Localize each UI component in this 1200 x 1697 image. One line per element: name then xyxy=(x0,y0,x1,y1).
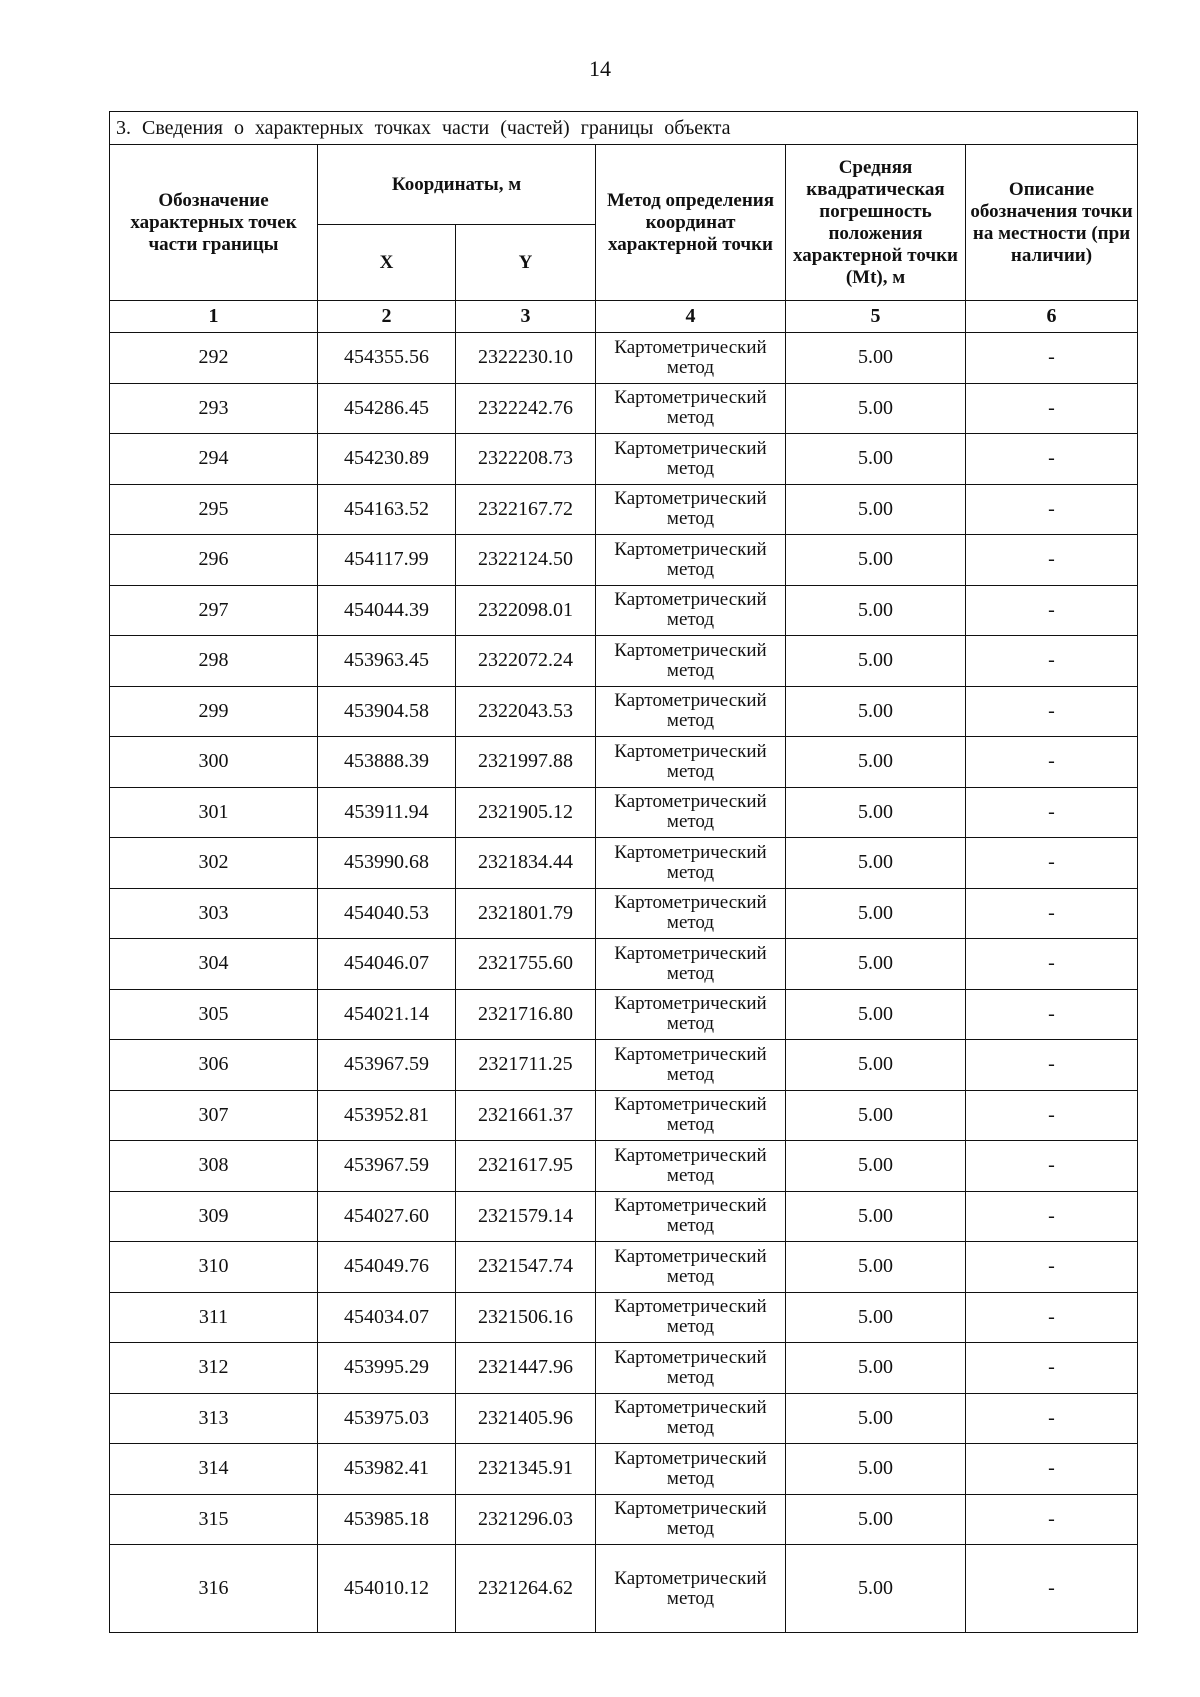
x-coordinate-cell: 454046.07 xyxy=(318,939,456,990)
table-row xyxy=(110,737,1138,788)
method-cell: Картометрический метод xyxy=(596,1141,786,1192)
accuracy-cell: 5.00 xyxy=(786,737,966,788)
method-cell: Картометрический метод xyxy=(596,838,786,889)
point-cell: 313 xyxy=(110,1393,318,1444)
method-cell: Картометрический метод xyxy=(596,383,786,434)
point-cell: 299 xyxy=(110,686,318,737)
point-cell: 312 xyxy=(110,1343,318,1394)
page-number: 14 xyxy=(589,56,611,81)
description-cell: - xyxy=(966,737,1138,788)
x-coordinate-cell: 454040.53 xyxy=(318,888,456,939)
x-coordinate-cell: 453952.81 xyxy=(318,1090,456,1141)
method-cell: Картометрический метод xyxy=(596,333,786,384)
y-coordinate-cell: 2322208.73 xyxy=(456,434,596,485)
y-coordinate-cell: 2321905.12 xyxy=(456,787,596,838)
accuracy-cell: 5.00 xyxy=(786,1444,966,1495)
boundary-points-table xyxy=(109,111,1138,1633)
description-cell: - xyxy=(966,535,1138,586)
table-row xyxy=(110,1393,1138,1444)
x-coordinate-cell: 454010.12 xyxy=(318,1545,456,1633)
y-coordinate-cell: 2321711.25 xyxy=(456,1040,596,1091)
description-cell: - xyxy=(966,1545,1138,1633)
method-cell: Картометрический метод xyxy=(596,636,786,687)
description-cell: - xyxy=(966,585,1138,636)
x-coordinate-cell: 454286.45 xyxy=(318,383,456,434)
header-method: Метод определения координат характерной точки xyxy=(596,145,786,301)
point-cell: 305 xyxy=(110,989,318,1040)
method-cell: Картометрический метод xyxy=(596,1292,786,1343)
table-row xyxy=(110,434,1138,485)
x-coordinate-cell: 453967.59 xyxy=(318,1141,456,1192)
table-row xyxy=(110,636,1138,687)
x-coordinate-cell: 453985.18 xyxy=(318,1494,456,1545)
y-coordinate-cell: 2321296.03 xyxy=(456,1494,596,1545)
description-cell: - xyxy=(966,1090,1138,1141)
point-cell: 298 xyxy=(110,636,318,687)
method-cell: Картометрический метод xyxy=(596,1040,786,1091)
y-coordinate-cell: 2322124.50 xyxy=(456,535,596,586)
x-coordinate-cell: 454049.76 xyxy=(318,1242,456,1293)
description-cell: - xyxy=(966,1444,1138,1495)
accuracy-cell: 5.00 xyxy=(786,838,966,889)
point-cell: 304 xyxy=(110,939,318,990)
method-cell: Картометрический метод xyxy=(596,484,786,535)
table-row xyxy=(110,888,1138,939)
method-cell: Картометрический метод xyxy=(596,1494,786,1545)
y-coordinate-cell: 2321447.96 xyxy=(456,1343,596,1394)
accuracy-cell: 5.00 xyxy=(786,535,966,586)
table-row xyxy=(110,1191,1138,1242)
method-cell: Картометрический метод xyxy=(596,535,786,586)
point-cell: 294 xyxy=(110,434,318,485)
description-cell: - xyxy=(966,333,1138,384)
description-cell: - xyxy=(966,939,1138,990)
table-row xyxy=(110,1242,1138,1293)
description-cell: - xyxy=(966,434,1138,485)
x-coordinate-cell: 454117.99 xyxy=(318,535,456,586)
column-number: 5 xyxy=(786,301,966,333)
description-cell: - xyxy=(966,636,1138,687)
point-cell: 315 xyxy=(110,1494,318,1545)
x-coordinate-cell: 453963.45 xyxy=(318,636,456,687)
description-cell: - xyxy=(966,1292,1138,1343)
accuracy-cell: 5.00 xyxy=(786,1343,966,1394)
x-coordinate-cell: 454163.52 xyxy=(318,484,456,535)
x-coordinate-cell: 453995.29 xyxy=(318,1343,456,1394)
method-cell: Картометрический метод xyxy=(596,585,786,636)
point-cell: 306 xyxy=(110,1040,318,1091)
table-row xyxy=(110,1494,1138,1545)
point-cell: 314 xyxy=(110,1444,318,1495)
x-coordinate-cell: 453911.94 xyxy=(318,787,456,838)
description-cell: - xyxy=(966,838,1138,889)
accuracy-cell: 5.00 xyxy=(786,1494,966,1545)
header-description: Описание обозначения точки на местности (при наличии) xyxy=(966,145,1138,301)
table-row xyxy=(110,484,1138,535)
y-coordinate-cell: 2321801.79 xyxy=(456,888,596,939)
description-cell: - xyxy=(966,989,1138,1040)
table-row xyxy=(110,535,1138,586)
method-cell: Картометрический метод xyxy=(596,1444,786,1495)
column-number: 4 xyxy=(596,301,786,333)
y-coordinate-cell: 2322167.72 xyxy=(456,484,596,535)
accuracy-cell: 5.00 xyxy=(786,1040,966,1091)
table-row xyxy=(110,1545,1138,1633)
description-cell: - xyxy=(966,1494,1138,1545)
header-x: X xyxy=(318,225,456,301)
section-title: 3. Сведения о характерных точках части (частей) границы объекта xyxy=(110,112,1138,145)
method-cell: Картометрический метод xyxy=(596,1242,786,1293)
accuracy-cell: 5.00 xyxy=(786,888,966,939)
table-row xyxy=(110,585,1138,636)
accuracy-cell: 5.00 xyxy=(786,434,966,485)
point-cell: 302 xyxy=(110,838,318,889)
table-row xyxy=(110,1292,1138,1343)
column-number: 6 xyxy=(966,301,1138,333)
accuracy-cell: 5.00 xyxy=(786,333,966,384)
description-cell: - xyxy=(966,1040,1138,1091)
accuracy-cell: 5.00 xyxy=(786,585,966,636)
table-row xyxy=(110,383,1138,434)
method-cell: Картометрический метод xyxy=(596,1090,786,1141)
x-coordinate-cell: 453982.41 xyxy=(318,1444,456,1495)
method-cell: Картометрический метод xyxy=(596,1343,786,1394)
x-coordinate-cell: 453888.39 xyxy=(318,737,456,788)
header-designation: Обозначение характерных точек части границы xyxy=(110,145,318,301)
table-row xyxy=(110,1444,1138,1495)
accuracy-cell: 5.00 xyxy=(786,1090,966,1141)
method-cell: Картометрический метод xyxy=(596,1545,786,1633)
table-row xyxy=(110,333,1138,384)
y-coordinate-cell: 2322098.01 xyxy=(456,585,596,636)
description-cell: - xyxy=(966,1191,1138,1242)
table-row xyxy=(110,939,1138,990)
accuracy-cell: 5.00 xyxy=(786,484,966,535)
table-row xyxy=(110,1090,1138,1141)
x-coordinate-cell: 453904.58 xyxy=(318,686,456,737)
description-cell: - xyxy=(966,1393,1138,1444)
y-coordinate-cell: 2322072.24 xyxy=(456,636,596,687)
x-coordinate-cell: 453967.59 xyxy=(318,1040,456,1091)
column-number: 2 xyxy=(318,301,456,333)
description-cell: - xyxy=(966,1141,1138,1192)
x-coordinate-cell: 454027.60 xyxy=(318,1191,456,1242)
x-coordinate-cell: 453975.03 xyxy=(318,1393,456,1444)
x-coordinate-cell: 454021.14 xyxy=(318,989,456,1040)
table-row xyxy=(110,989,1138,1040)
y-coordinate-cell: 2321345.91 xyxy=(456,1444,596,1495)
point-cell: 300 xyxy=(110,737,318,788)
description-cell: - xyxy=(966,484,1138,535)
method-cell: Картометрический метод xyxy=(596,787,786,838)
y-coordinate-cell: 2321834.44 xyxy=(456,838,596,889)
column-number: 3 xyxy=(456,301,596,333)
accuracy-cell: 5.00 xyxy=(786,1393,966,1444)
y-coordinate-cell: 2322242.76 xyxy=(456,383,596,434)
point-cell: 292 xyxy=(110,333,318,384)
table-row xyxy=(110,1040,1138,1091)
point-cell: 311 xyxy=(110,1292,318,1343)
method-cell: Картометрический метод xyxy=(596,1393,786,1444)
table-row xyxy=(110,686,1138,737)
y-coordinate-cell: 2321405.96 xyxy=(456,1393,596,1444)
accuracy-cell: 5.00 xyxy=(786,1545,966,1633)
x-coordinate-cell: 454230.89 xyxy=(318,434,456,485)
y-coordinate-cell: 2321506.16 xyxy=(456,1292,596,1343)
y-coordinate-cell: 2321579.14 xyxy=(456,1191,596,1242)
point-cell: 309 xyxy=(110,1191,318,1242)
accuracy-cell: 5.00 xyxy=(786,1242,966,1293)
method-cell: Картометрический метод xyxy=(596,1191,786,1242)
point-cell: 296 xyxy=(110,535,318,586)
point-cell: 297 xyxy=(110,585,318,636)
accuracy-cell: 5.00 xyxy=(786,939,966,990)
y-coordinate-cell: 2321661.37 xyxy=(456,1090,596,1141)
x-coordinate-cell: 454034.07 xyxy=(318,1292,456,1343)
method-cell: Картометрический метод xyxy=(596,737,786,788)
header-accuracy: Средняя квадратическая погрешность положения характерной точки (Mt), м xyxy=(786,145,966,301)
y-coordinate-cell: 2321755.60 xyxy=(456,939,596,990)
description-cell: - xyxy=(966,686,1138,737)
table-row xyxy=(110,787,1138,838)
point-cell: 308 xyxy=(110,1141,318,1192)
column-numbers-row xyxy=(110,301,1138,333)
method-cell: Картометрический метод xyxy=(596,434,786,485)
accuracy-cell: 5.00 xyxy=(786,989,966,1040)
point-cell: 316 xyxy=(110,1545,318,1633)
description-cell: - xyxy=(966,1343,1138,1394)
point-cell: 295 xyxy=(110,484,318,535)
header-coordinates: Координаты, м xyxy=(318,145,596,225)
header-y: Y xyxy=(456,225,596,301)
y-coordinate-cell: 2321617.95 xyxy=(456,1141,596,1192)
x-coordinate-cell: 454044.39 xyxy=(318,585,456,636)
table-row xyxy=(110,1343,1138,1394)
accuracy-cell: 5.00 xyxy=(786,686,966,737)
x-coordinate-cell: 453990.68 xyxy=(318,838,456,889)
y-coordinate-cell: 2321547.74 xyxy=(456,1242,596,1293)
point-cell: 301 xyxy=(110,787,318,838)
y-coordinate-cell: 2321997.88 xyxy=(456,737,596,788)
x-coordinate-cell: 454355.56 xyxy=(318,333,456,384)
description-cell: - xyxy=(966,1242,1138,1293)
accuracy-cell: 5.00 xyxy=(786,383,966,434)
y-coordinate-cell: 2321264.62 xyxy=(456,1545,596,1633)
y-coordinate-cell: 2321716.80 xyxy=(456,989,596,1040)
accuracy-cell: 5.00 xyxy=(786,1292,966,1343)
column-number: 1 xyxy=(110,301,318,333)
y-coordinate-cell: 2322043.53 xyxy=(456,686,596,737)
y-coordinate-cell: 2322230.10 xyxy=(456,333,596,384)
accuracy-cell: 5.00 xyxy=(786,1141,966,1192)
table-row xyxy=(110,838,1138,889)
description-cell: - xyxy=(966,383,1138,434)
method-cell: Картометрический метод xyxy=(596,686,786,737)
method-cell: Картометрический метод xyxy=(596,939,786,990)
method-cell: Картометрический метод xyxy=(596,989,786,1040)
accuracy-cell: 5.00 xyxy=(786,787,966,838)
method-cell: Картометрический метод xyxy=(596,888,786,939)
description-cell: - xyxy=(966,888,1138,939)
point-cell: 303 xyxy=(110,888,318,939)
point-cell: 310 xyxy=(110,1242,318,1293)
point-cell: 293 xyxy=(110,383,318,434)
description-cell: - xyxy=(966,787,1138,838)
accuracy-cell: 5.00 xyxy=(786,636,966,687)
accuracy-cell: 5.00 xyxy=(786,1191,966,1242)
table-row xyxy=(110,1141,1138,1192)
point-cell: 307 xyxy=(110,1090,318,1141)
